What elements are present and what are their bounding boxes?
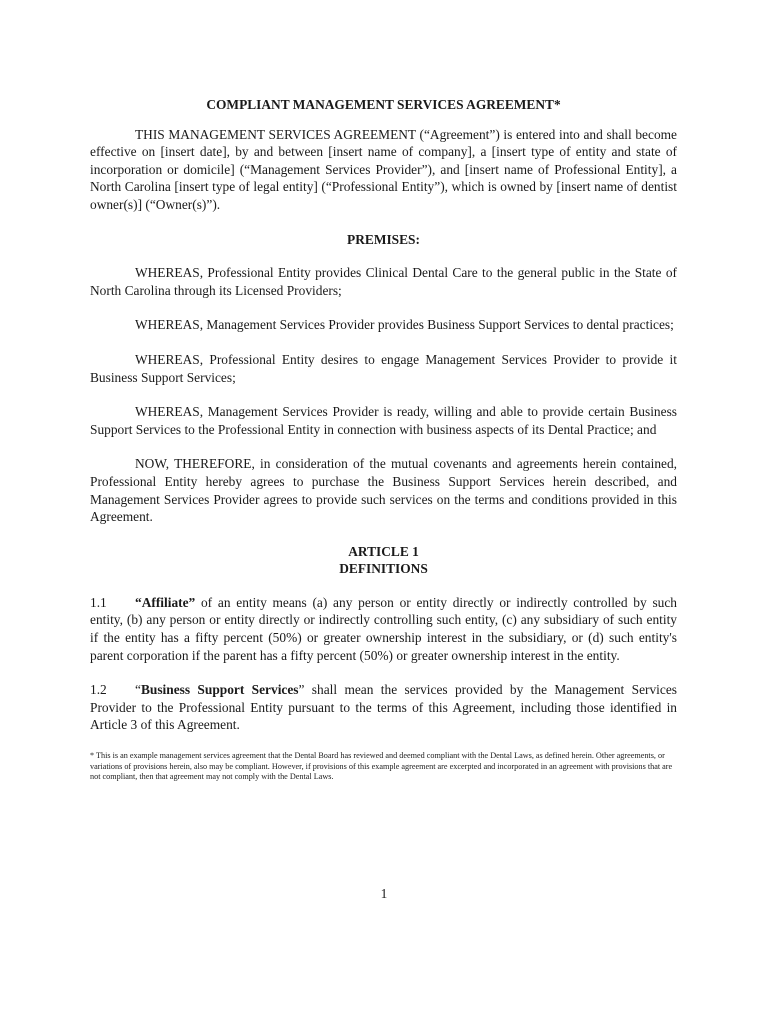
intro-paragraph — [90, 126, 677, 214]
footnote: * This is an example management services agreement that the Dental Board has reviewed and deemed compliant with the Dental Laws, as defined herein. Other agreements, or variations of provisions herein, also may be compliant. However, if provisions of this example agreement are excerpted and incorporated in an agreement with provisions that are not compliant, then that agreement may not comply with the Dental Laws. — [90, 751, 673, 782]
article-number: ARTICLE 1 — [348, 543, 419, 559]
definition-paragraph: 1.2 “Business Support Services” shall mean the services provided by the Management Services Provider to the Professional Entity pursuant to the terms of this Agreement, including those identified in Article 3 of this Agreement. — [90, 682, 677, 733]
definition-text: ” shall mean the services provided by the Management Services Provider to the Professional Entity pursuant to the terms of this Agreement, including those identified in Article 3 of this Agreement. — [90, 682, 677, 733]
definition-text: of an entity means (a) any person or entity directly or indirectly controlled by such entity, (b) any person or entity directly or indirectly controlling such entity, (c) any subsidiary of such entity if the entity has a fifty percent (50%) or greater ownership interest in the subsidiary, or (d) such entity's parent corporation if the parent has a fifty percent (50%) or greater ownership interest in the entity. — [90, 594, 677, 663]
definition-paragraph — [90, 594, 677, 664]
whereas-text: WHEREAS, Management Services Provider is ready, willing and able to provide certain Business Support Services to the Professional Entity in connection with business aspects of its Dental Practice; and — [90, 404, 677, 437]
definition-term: “Affiliate” — [135, 594, 196, 610]
page-number: 1 — [380, 886, 388, 901]
whereas-clause — [90, 351, 677, 386]
article-name: DEFINITIONS — [339, 561, 428, 577]
intro-text: THIS MANAGEMENT SERVICES AGREEMENT (“Agreement”) is entered into and shall become effective on [insert date], by and between [insert name of company], a [insert type of entity and state of incorporation or domicile] (“Management Services Provider”), and [insert name of Professional Entity], a North Carolina [insert type of legal entity] (“Professional Entity”), which is owned by [insert name of dentist owner(s)] (“Owner(s)”). — [90, 126, 677, 212]
whereas-text: WHEREAS, Professional Entity desires to engage Management Services Provider to provide it Business Support Services; — [90, 351, 677, 385]
whereas-clause — [90, 403, 677, 438]
document-page — [90, 96, 677, 783]
premises-heading: PREMISES: — [347, 231, 420, 247]
definition-number: 1.1 — [90, 594, 107, 610]
whereas-text: WHEREAS, Management Services Provider provides Business Support Services to dental practices; — [135, 317, 674, 333]
whereas-clause — [90, 316, 677, 334]
document-title: COMPLIANT MANAGEMENT SERVICES AGREEMENT* — [206, 97, 561, 112]
now-therefore-paragraph — [90, 455, 677, 525]
whereas-clause — [90, 264, 677, 299]
definition-term: Business Support Services — [140, 682, 299, 698]
whereas-text: WHEREAS, Professional Entity provides Clinical Dental Care to the general public in the State of North Carolina through its Licensed Providers; — [90, 265, 677, 298]
now-therefore-text: NOW, THEREFORE, in consideration of the mutual covenants and agreements herein contained, Professional Entity hereby agrees to purchase the Business Support Services herein described, and Management Services Provider agrees to provide such services on the terms and conditions provided in this Agreement. — [90, 456, 677, 525]
definition-number: 1.2 — [90, 682, 107, 698]
